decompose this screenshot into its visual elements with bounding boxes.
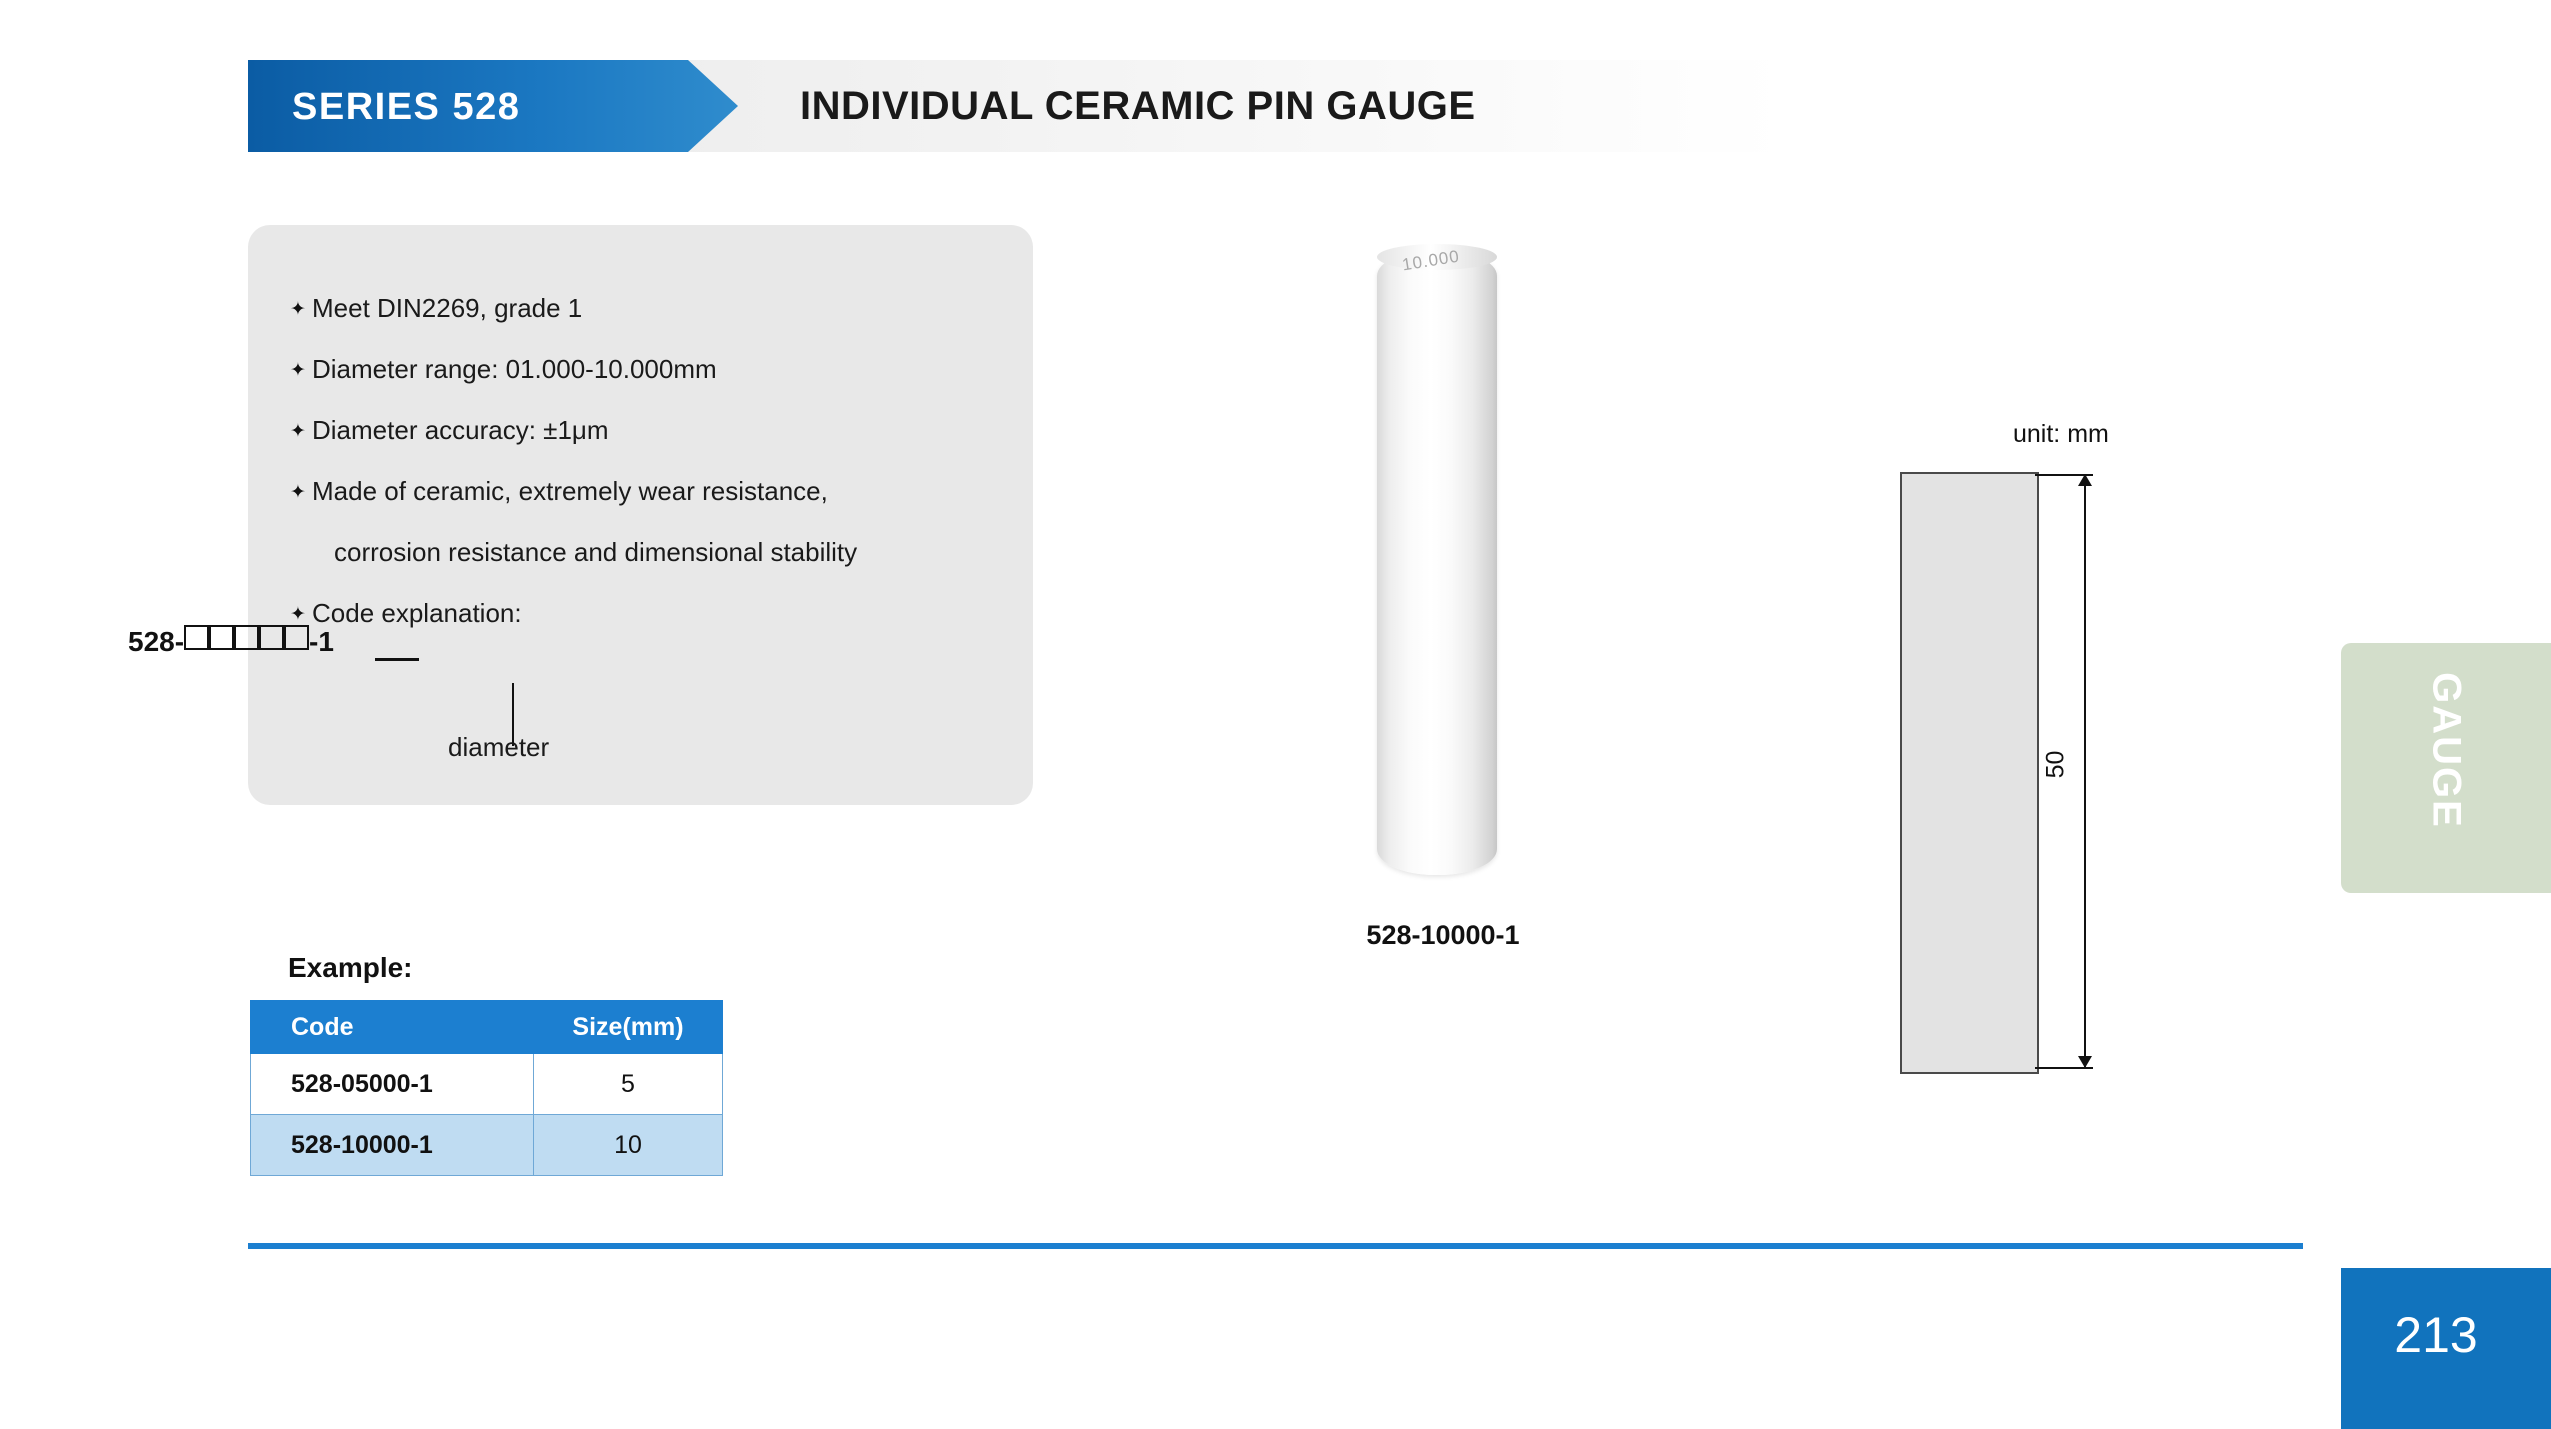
feature-item: ✦ Made of ceramic, extremely wear resistance, xyxy=(290,476,828,506)
dimension-line xyxy=(2084,474,2086,1068)
cell-size: 5 xyxy=(534,1054,723,1115)
dimension-arrow-down-icon xyxy=(2078,1056,2092,1068)
diamond-bullet-icon: ✦ xyxy=(290,604,306,625)
table-row xyxy=(251,1054,723,1115)
diamond-bullet-icon: ✦ xyxy=(290,482,306,503)
cell-size: 10 xyxy=(534,1115,723,1176)
diamond-bullet-icon: ✦ xyxy=(290,421,306,442)
code-callout-label: diameter xyxy=(448,732,550,762)
code-placeholder-box xyxy=(259,625,284,650)
code-suffix: -1 xyxy=(309,626,334,657)
column-header-size: Size(mm) xyxy=(534,1001,723,1054)
footer-rule xyxy=(248,1243,2303,1249)
ceramic-pin-gauge-image xyxy=(1377,250,1497,875)
column-header-code: Code xyxy=(251,1001,534,1054)
diamond-bullet-icon: ✦ xyxy=(290,360,306,381)
page-number: 213 xyxy=(2394,1307,2478,1363)
pin-engraved-marking: 10.000 xyxy=(1400,246,1462,275)
product-photo xyxy=(1362,238,1512,888)
example-table xyxy=(250,1000,723,1176)
drawing-pin-outline xyxy=(1900,472,2039,1074)
table-row xyxy=(251,1115,723,1176)
feature-item-continuation: corrosion resistance and dimensional stability xyxy=(334,537,858,567)
table-header-row xyxy=(251,1001,723,1054)
cell-code: 528-05000-1 xyxy=(251,1054,534,1115)
feature-item: ✦ Diameter range: 01.000-10.000mm xyxy=(290,354,717,384)
code-placeholder-box xyxy=(209,625,234,650)
code-placeholder-box xyxy=(184,625,209,650)
code-prefix: 528- xyxy=(128,626,185,657)
page-number-box xyxy=(2341,1268,2551,1429)
dimension-value-length: 50 xyxy=(2041,750,2070,779)
dimension-arrow-up-icon xyxy=(2078,474,2092,486)
section-tab-gauge xyxy=(2341,643,2551,893)
page-header xyxy=(248,60,2298,152)
code-suffix-underline xyxy=(375,658,419,661)
features-panel xyxy=(248,225,1033,805)
code-placeholder-box xyxy=(234,625,259,650)
feature-item: ✦ Code explanation: xyxy=(290,598,522,628)
product-caption: 528-10000-1 xyxy=(1366,920,1520,950)
feature-item: ✦ Diameter accuracy: ±1μm xyxy=(290,415,609,445)
diamond-bullet-icon: ✦ xyxy=(290,299,306,320)
drawing-unit-label: unit: mm xyxy=(2013,420,2109,448)
example-label: Example: xyxy=(288,952,413,983)
section-tab-label: GAUGE xyxy=(2424,672,2469,829)
page-title: INDIVIDUAL CERAMIC PIN GAUGE xyxy=(800,84,1476,128)
cell-code: 528-10000-1 xyxy=(251,1115,534,1176)
code-placeholder-box xyxy=(284,625,309,650)
code-explanation-formula xyxy=(128,625,334,658)
feature-item: ✦ Meet DIN2269, grade 1 xyxy=(290,293,583,323)
series-label: SERIES 528 xyxy=(292,86,521,128)
